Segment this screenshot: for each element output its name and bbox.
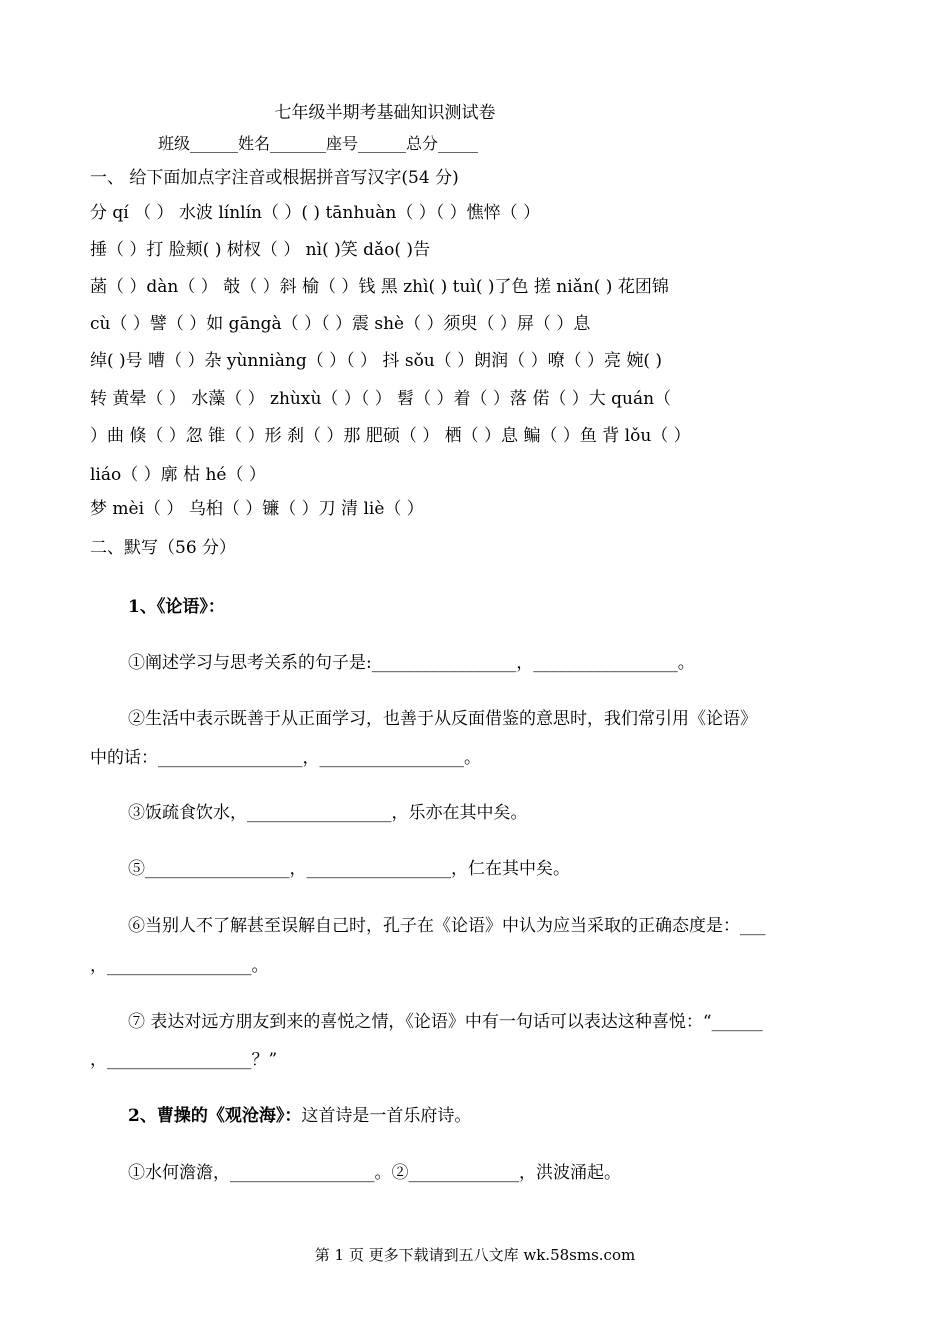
question-line: ）曲 倏（ ）忽 锥（ ）形 刹（ ）那 肥硕（ ） 栖（ ）息 鳊（ ）鱼 背 lǒu（ ） <box>90 426 691 446</box>
question-line: 捶（ ）打 脸颊( ) 树杈（ ） nì( )笑 dǎo( )告 <box>90 240 431 260</box>
lunyu-item: ⑤_________________，_________________，仁在其中矣。 <box>128 859 570 879</box>
page-title: 七年级半期考基础知识测试卷 <box>274 103 496 123</box>
lunyu-item: ③饭疏食饮水，_________________，乐亦在其中矣。 <box>128 803 528 823</box>
lunyu-heading: 1、《论语》： <box>128 597 225 617</box>
section-2-heading: 二、默写（56 分） <box>90 538 237 558</box>
lunyu-item: ①阐述学习与思考关系的句子是:_________________，_________________。 <box>128 653 695 673</box>
guancanghai-heading-line <box>128 1103 863 1129</box>
guancanghai-item: ①水何澹澹，_________________。②_____________，洪波涌起。 <box>128 1163 621 1183</box>
question-line: 绰( )号 嘈（ ）杂 yùnniàng（ ）（ ） 抖 sǒu（ ）朗润（ ）嘹（ ）亮 婉( ) <box>90 351 663 371</box>
question-line: cù（ ）譬（ ）如 gāngà（ ）（ ）震 shè（ ）须臾（ ）屏（ ）息 <box>90 314 591 334</box>
question-line: liáo（ ）廓 枯 hé（ ） <box>90 465 266 485</box>
question-line: 菡（ ）dàn（ ） 攲（ ）斜 榆（ ）钱 黑 zhì( ) tuì( )了色 搓 niǎn( ) 花团锦 <box>90 277 669 297</box>
lunyu-item-continued: ，_________________。 <box>90 956 269 976</box>
section-1-heading: 一、 给下面加点字注音或根据拼音写汉字(54 分) <box>90 168 459 188</box>
page-footer: 第 1 页 更多下载请到五八文库 wk.58sms.com <box>314 1246 636 1264</box>
student-info-line: 班级______姓名_______座号______总分_____ <box>158 134 479 153</box>
lunyu-item: ⑥当别人不了解甚至误解自己时，孔子在《论语》中认为应当采取的正确态度是：___ <box>128 916 766 936</box>
question-line: 分 qí （ ） 水波 línlín（ ）( ) tānhuàn（ ）（ ）憔悴（ ） <box>90 203 541 223</box>
lunyu-item: ②生活中表示既善于从正面学习，也善于从反面借鉴的意思时，我们常引用《论语》 <box>128 709 757 729</box>
guancanghai-desc: 这首诗是一首乐府诗。 <box>301 1106 472 1126</box>
lunyu-item: ⑦ 表达对远方朋友到来的喜悦之情，《论语》中有一句话可以表达这种喜悦：“______ <box>128 1012 763 1032</box>
question-line: 梦 mèi（ ） 乌桕（ ）镰（ ）刀 清 liè（ ） <box>90 499 424 519</box>
question-line: 转 黄晕（ ） 水藻（ ） zhùxù（ ）（ ） 髫（ ）着（ ）落 偌（ ）大 quán（ <box>90 389 672 409</box>
lunyu-item-continued: ，_________________？” <box>90 1050 278 1070</box>
lunyu-item-continued: 中的话：_________________，_________________。 <box>90 748 481 768</box>
guancanghai-heading: 2、曹操的《观沧海》： <box>128 1106 302 1126</box>
